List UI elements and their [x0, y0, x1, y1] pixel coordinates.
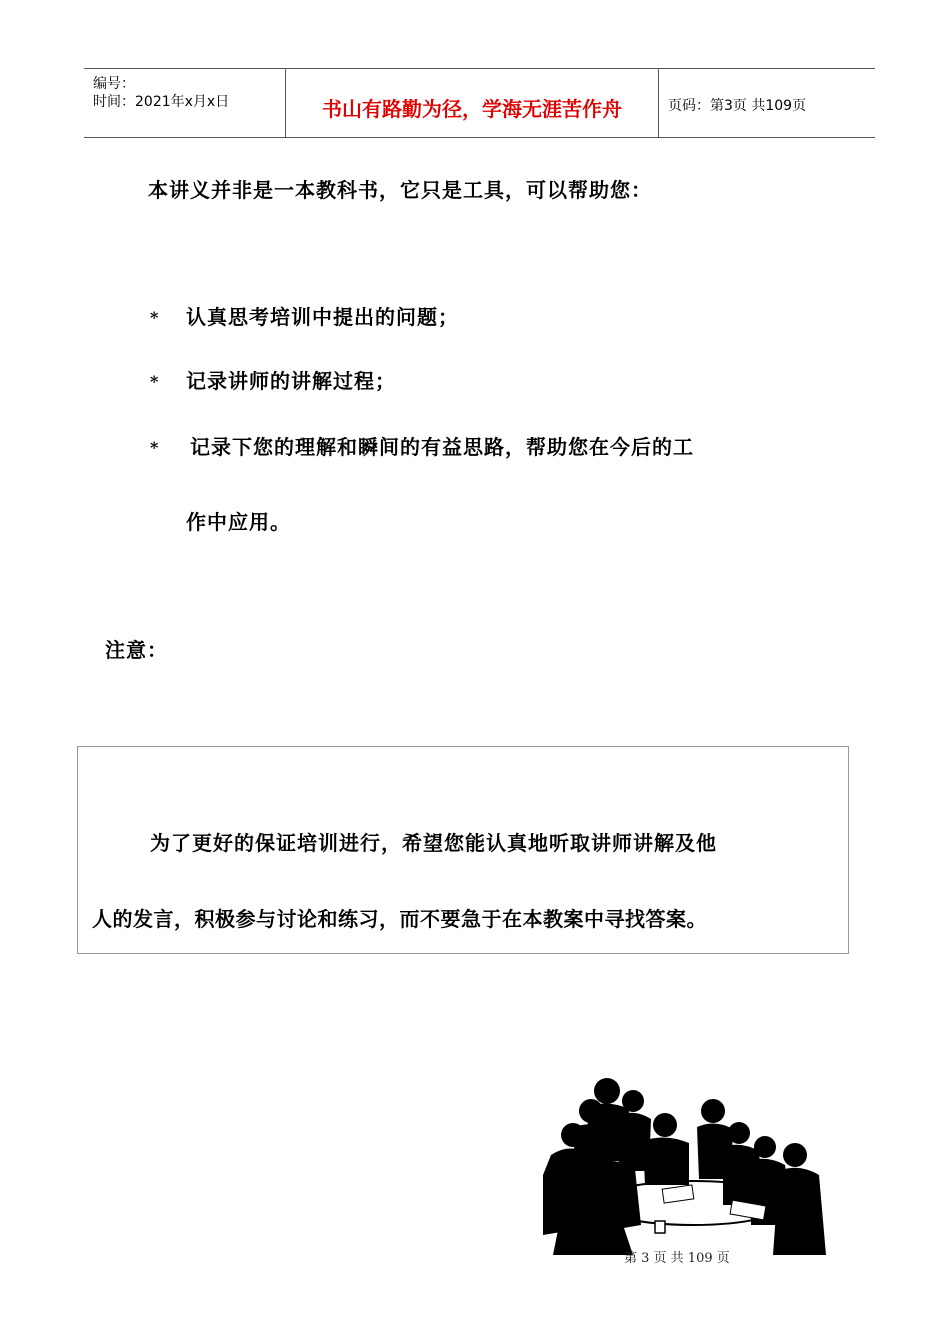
note-line-2: 人的发言，积极参与讨论和练习，而不要急于在本教案中寻找答案。	[92, 907, 707, 931]
note-line-1: 为了更好的保证培训进行，希望您能认真地听取讲师讲解及他	[150, 831, 717, 855]
intro-text: 本讲义并非是一本教科书，它只是工具，可以帮助您：	[148, 178, 652, 202]
bullet-item-3-line-1: 记录下您的理解和瞬间的有益思路，帮助您在今后的工	[190, 435, 694, 459]
bullet-icon: *	[150, 372, 159, 391]
meeting-clipart-image	[543, 1075, 826, 1255]
header-page-cell	[658, 69, 875, 137]
bullet-item-1: 认真思考培训中提出的问题；	[186, 305, 459, 329]
bullet-item-2: 记录讲师的讲解过程；	[186, 369, 396, 393]
page-header	[84, 68, 875, 138]
note-heading: 注意：	[105, 638, 168, 662]
page-code: 页码：第3页 共109页	[668, 98, 807, 114]
time-label: 时间：2021年x月x日	[93, 94, 230, 110]
header-meta-cell	[84, 69, 285, 137]
header-motto-cell	[285, 69, 659, 137]
motto: 书山有路勤为径，学海无涯苦作舟	[322, 97, 622, 121]
serial-label: 编号：	[93, 76, 135, 92]
page-footer: 第 3 页 共 109 页	[624, 1251, 730, 1266]
bullet-icon: *	[150, 308, 159, 327]
bullet-icon: *	[150, 438, 159, 457]
bullet-item-3-line-2: 作中应用。	[186, 510, 291, 534]
note-box	[77, 746, 849, 954]
